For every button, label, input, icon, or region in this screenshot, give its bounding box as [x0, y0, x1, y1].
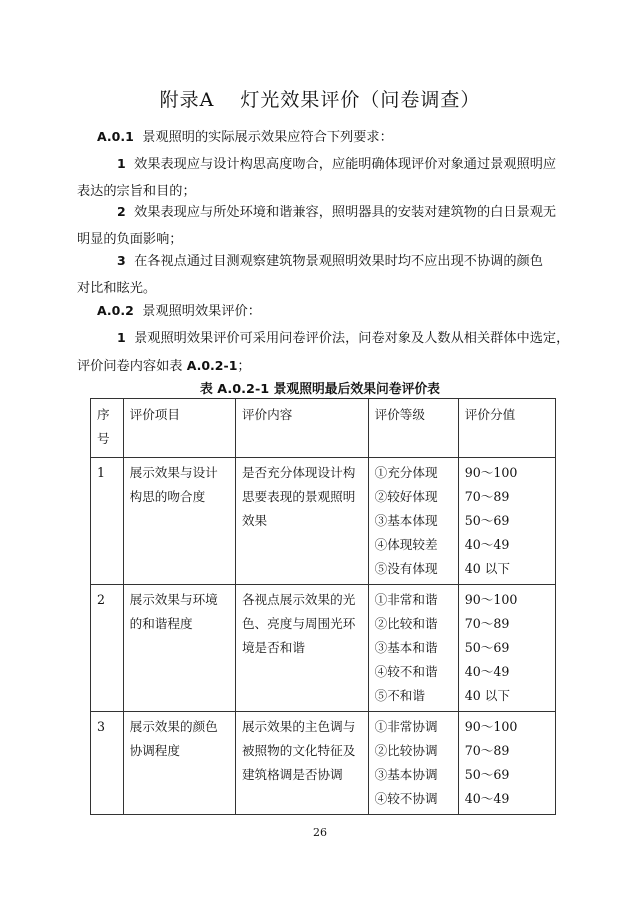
- appendix-title: 灯光效果评价（问卷调查）: [240, 89, 481, 111]
- row-grades: ①非常协调 ②比较协调 ③基本协调 ④较不协调: [368, 712, 458, 815]
- section-a02-item-1: 1 景观照明效果评价可采用问卷评价法，问卷对象及人数从相关群体中选定， 评价问卷内容如表 A.0.2-1；: [77, 330, 570, 374]
- header-grade: 评价等级: [368, 399, 458, 458]
- row-item: 展示效果与环境 的和谐程度: [123, 585, 235, 712]
- section-a01-item-1: 1 效果表现应与设计构思高度吻合，应能明确体现评价对象通过景观照明应 表达的宗旨和目的；: [77, 156, 557, 199]
- table-row: [91, 585, 556, 712]
- evaluation-table: [90, 398, 556, 815]
- header-seq: 序 号: [91, 399, 124, 458]
- header-item: 评价项目: [123, 399, 235, 458]
- page-title: [0, 85, 640, 112]
- table-row: [91, 458, 556, 585]
- row-grades: ①充分体现 ②较好体现 ③基本体现 ④体现较差 ⑤没有体现: [368, 458, 458, 585]
- row-scores: 90～100 70～89 50～69 40～49 40 以下: [458, 585, 555, 712]
- section-a01-heading: A.0.1 景观照明的实际展示效果应符合下列要求：: [97, 129, 393, 145]
- table-header-row: [91, 399, 556, 458]
- header-content: 评价内容: [235, 399, 368, 458]
- table-caption: 表 A.0.2-1 景观照明最后效果问卷评价表: [200, 382, 440, 397]
- table-row: [91, 712, 556, 815]
- row-item: 展示效果的颜色 协调程度: [123, 712, 235, 815]
- row-content: 展示效果的主色调与 被照物的文化特征及 建筑格调是否协调: [235, 712, 368, 815]
- section-a02-heading: A.0.2 景观照明效果评价：: [97, 303, 261, 319]
- row-seq: 2: [91, 585, 124, 712]
- section-a01-item-2: 2 效果表现应与所处环境和谐兼容，照明器具的安装对建筑物的白日景观无 明显的负面影响；: [77, 204, 557, 247]
- appendix-label: 附录A: [159, 89, 215, 111]
- section-a01-item-3: 3 在各视点通过目测观察建筑物景观照明效果时均不应出现不协调的颜色 对比和眩光。: [77, 253, 543, 296]
- row-content: 是否充分体现设计构 思要表现的景观照明 效果: [235, 458, 368, 585]
- row-seq: 1: [91, 458, 124, 585]
- row-seq: 3: [91, 712, 124, 815]
- page-number: 26: [313, 826, 327, 839]
- row-item: 展示效果与设计 构思的吻合度: [123, 458, 235, 585]
- header-score: 评价分值: [458, 399, 555, 458]
- row-scores: 90～100 70～89 50～69 40～49 40 以下: [458, 458, 555, 585]
- row-content: 各视点展示效果的光 色、亮度与周围光环 境是否和谐: [235, 585, 368, 712]
- row-scores: 90～100 70～89 50～69 40～49: [458, 712, 555, 815]
- row-grades: ①非常和谐 ②比较和谐 ③基本和谐 ④较不和谐 ⑤不和谐: [368, 585, 458, 712]
